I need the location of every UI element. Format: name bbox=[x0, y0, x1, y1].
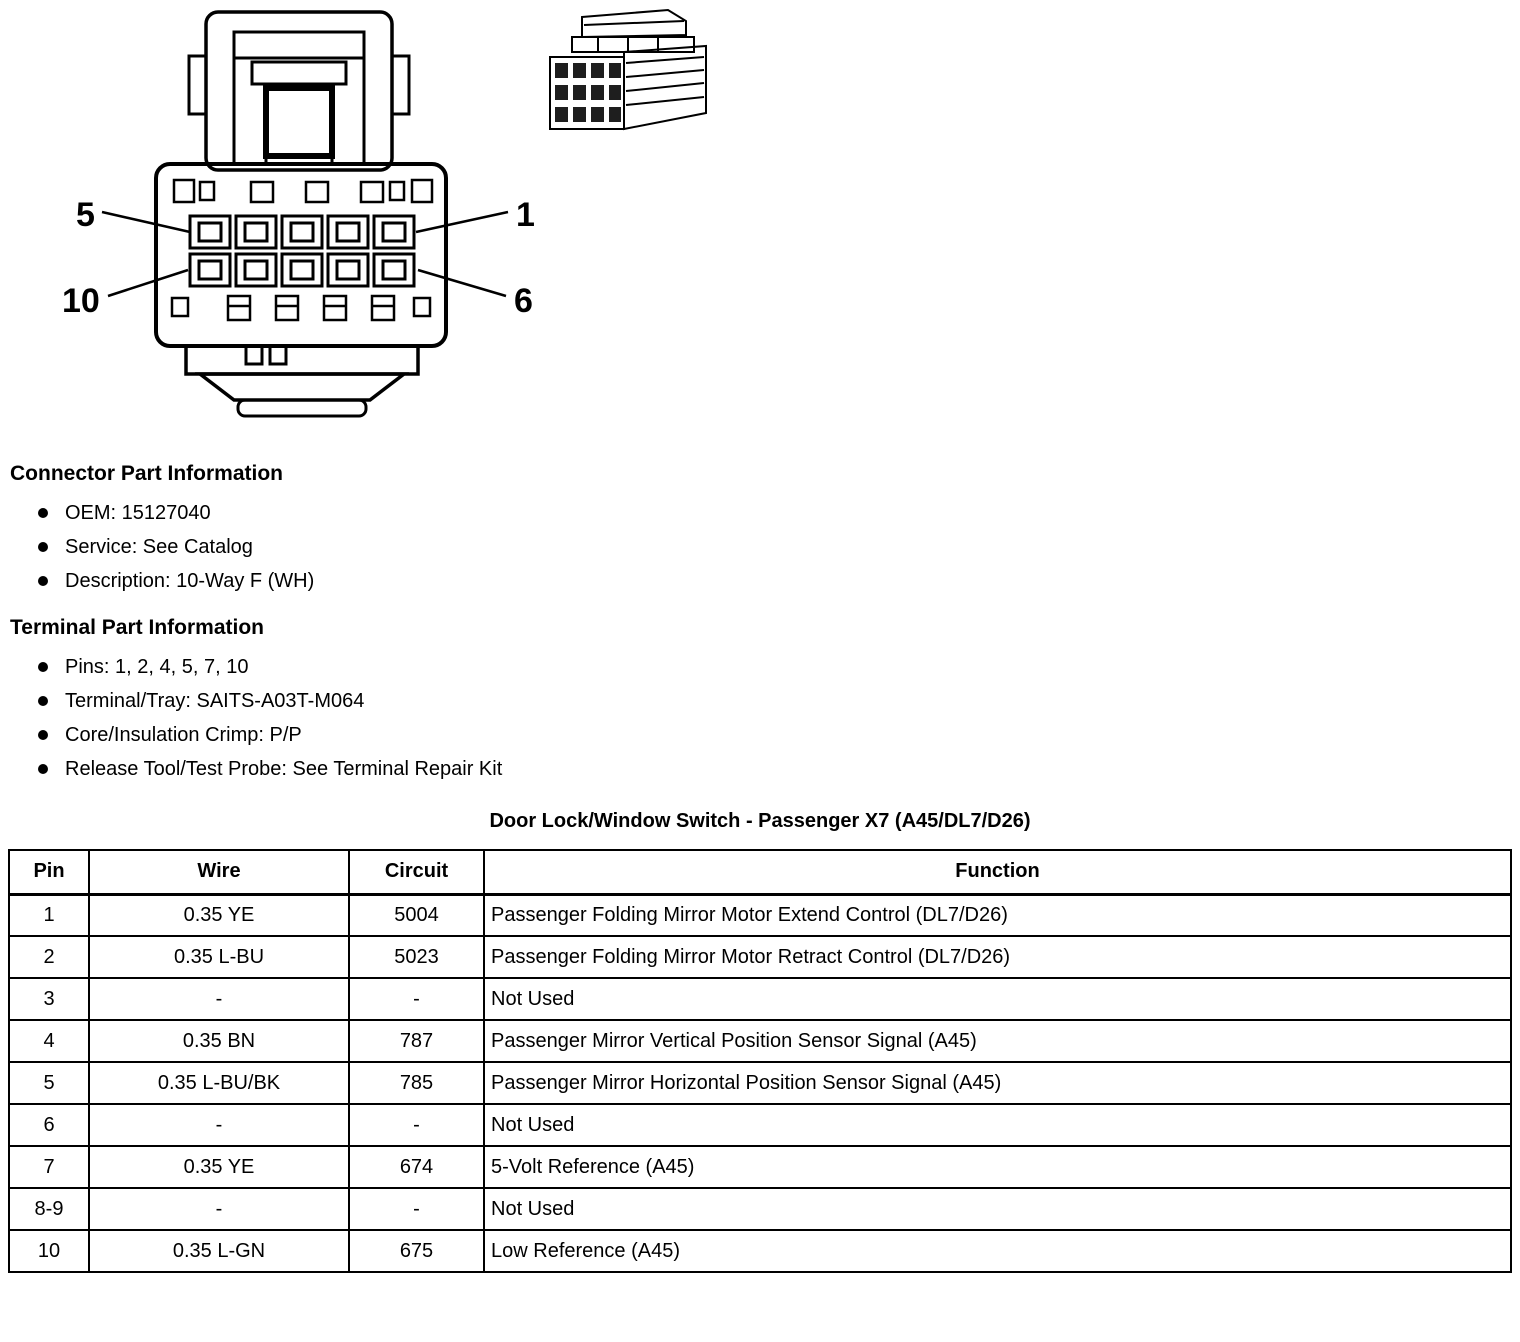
list-item bbox=[38, 536, 1520, 558]
connector-front-view-diagram bbox=[0, 0, 620, 440]
table-row bbox=[9, 1062, 1511, 1104]
table-cell: 0.35 YE bbox=[89, 894, 349, 936]
table-row bbox=[9, 936, 1511, 978]
table-cell: - bbox=[349, 1188, 484, 1230]
col-header-function: Function bbox=[484, 850, 1511, 894]
table-row bbox=[9, 1020, 1511, 1062]
bullet-icon bbox=[38, 508, 48, 518]
pin-callout-6: 6 bbox=[514, 282, 533, 320]
table-row bbox=[9, 1104, 1511, 1146]
table-cell: 5004 bbox=[349, 894, 484, 936]
list-item bbox=[38, 656, 1520, 678]
list-item-text: Release Tool/Test Probe: See Terminal Repair Kit bbox=[65, 758, 503, 780]
pin-callout-1: 1 bbox=[516, 196, 535, 234]
table-cell: 675 bbox=[349, 1230, 484, 1272]
bullet-icon bbox=[38, 662, 48, 672]
table-header-row bbox=[9, 850, 1511, 894]
table-cell: 674 bbox=[349, 1146, 484, 1188]
list-item-text: Pins: 1, 2, 4, 5, 7, 10 bbox=[65, 656, 249, 678]
table-row bbox=[9, 1146, 1511, 1188]
table-cell: 785 bbox=[349, 1062, 484, 1104]
table-cell: 7 bbox=[9, 1146, 89, 1188]
col-header-circuit: Circuit bbox=[349, 850, 484, 894]
table-cell: Not Used bbox=[484, 1188, 1511, 1230]
list-item-text: OEM: 15127040 bbox=[65, 502, 211, 524]
table-cell: 0.35 L-BU bbox=[89, 936, 349, 978]
table-cell: - bbox=[349, 978, 484, 1020]
table-cell: 787 bbox=[349, 1020, 484, 1062]
table-cell: 2 bbox=[9, 936, 89, 978]
terminal-part-info-list bbox=[38, 656, 1520, 780]
table-cell: 5-Volt Reference (A45) bbox=[484, 1146, 1511, 1188]
connector-part-info-heading: Connector Part Information bbox=[10, 462, 284, 485]
table-row bbox=[9, 1230, 1511, 1272]
pin-callout-5: 5 bbox=[76, 196, 95, 234]
connector-diagrams bbox=[0, 0, 1520, 462]
bullet-icon bbox=[38, 764, 48, 774]
list-item bbox=[38, 570, 1520, 592]
list-item bbox=[38, 502, 1520, 524]
terminal-part-info-heading: Terminal Part Information bbox=[10, 616, 264, 639]
table-cell: Passenger Folding Mirror Motor Retract Control (DL7/D26) bbox=[484, 936, 1511, 978]
table-cell: 3 bbox=[9, 978, 89, 1020]
bullet-icon bbox=[38, 576, 48, 586]
table-cell: Not Used bbox=[484, 978, 1511, 1020]
table-row bbox=[9, 894, 1511, 936]
table-cell: 4 bbox=[9, 1020, 89, 1062]
table-cell: - bbox=[89, 1188, 349, 1230]
table-cell: - bbox=[89, 978, 349, 1020]
table-cell: 5023 bbox=[349, 936, 484, 978]
list-item bbox=[38, 758, 1520, 780]
col-header-pin: Pin bbox=[9, 850, 89, 894]
table-cell: Passenger Mirror Horizontal Position Sensor Signal (A45) bbox=[484, 1062, 1511, 1104]
list-item bbox=[38, 690, 1520, 712]
list-item-text: Description: 10-Way F (WH) bbox=[65, 570, 315, 592]
table-title: Door Lock/Window Switch - Passenger X7 (A45/DL7/D26) bbox=[489, 810, 1031, 832]
table-cell: 6 bbox=[9, 1104, 89, 1146]
table-cell: - bbox=[349, 1104, 484, 1146]
bullet-icon bbox=[38, 696, 48, 706]
list-item-text: Terminal/Tray: SAITS-A03T-M064 bbox=[65, 690, 365, 712]
bullet-icon bbox=[38, 542, 48, 552]
table-cell: 1 bbox=[9, 894, 89, 936]
table-cell: 8-9 bbox=[9, 1188, 89, 1230]
table-cell: Low Reference (A45) bbox=[484, 1230, 1511, 1272]
table-cell: Passenger Folding Mirror Motor Extend Control (DL7/D26) bbox=[484, 894, 1511, 936]
table-row bbox=[9, 1188, 1511, 1230]
table-cell: Passenger Mirror Vertical Position Sensor Signal (A45) bbox=[484, 1020, 1511, 1062]
list-item bbox=[38, 724, 1520, 746]
table-cell: 0.35 BN bbox=[89, 1020, 349, 1062]
list-item-text: Service: See Catalog bbox=[65, 536, 253, 558]
table-cell: 0.35 L-BU/BK bbox=[89, 1062, 349, 1104]
table-cell: 10 bbox=[9, 1230, 89, 1272]
connector-part-info-list bbox=[38, 502, 1520, 592]
pinout-table bbox=[8, 849, 1512, 1273]
table-cell: 0.35 YE bbox=[89, 1146, 349, 1188]
table-cell: Not Used bbox=[484, 1104, 1511, 1146]
table-cell: 5 bbox=[9, 1062, 89, 1104]
table-row bbox=[9, 978, 1511, 1020]
table-cell: 0.35 L-GN bbox=[89, 1230, 349, 1272]
pin-callout-10: 10 bbox=[62, 282, 100, 320]
table-cell: - bbox=[89, 1104, 349, 1146]
bullet-icon bbox=[38, 730, 48, 740]
col-header-wire: Wire bbox=[89, 850, 349, 894]
pinout-table-body bbox=[9, 894, 1511, 1272]
list-item-text: Core/Insulation Crimp: P/P bbox=[65, 724, 302, 746]
connector-side-view-diagram bbox=[538, 5, 738, 155]
